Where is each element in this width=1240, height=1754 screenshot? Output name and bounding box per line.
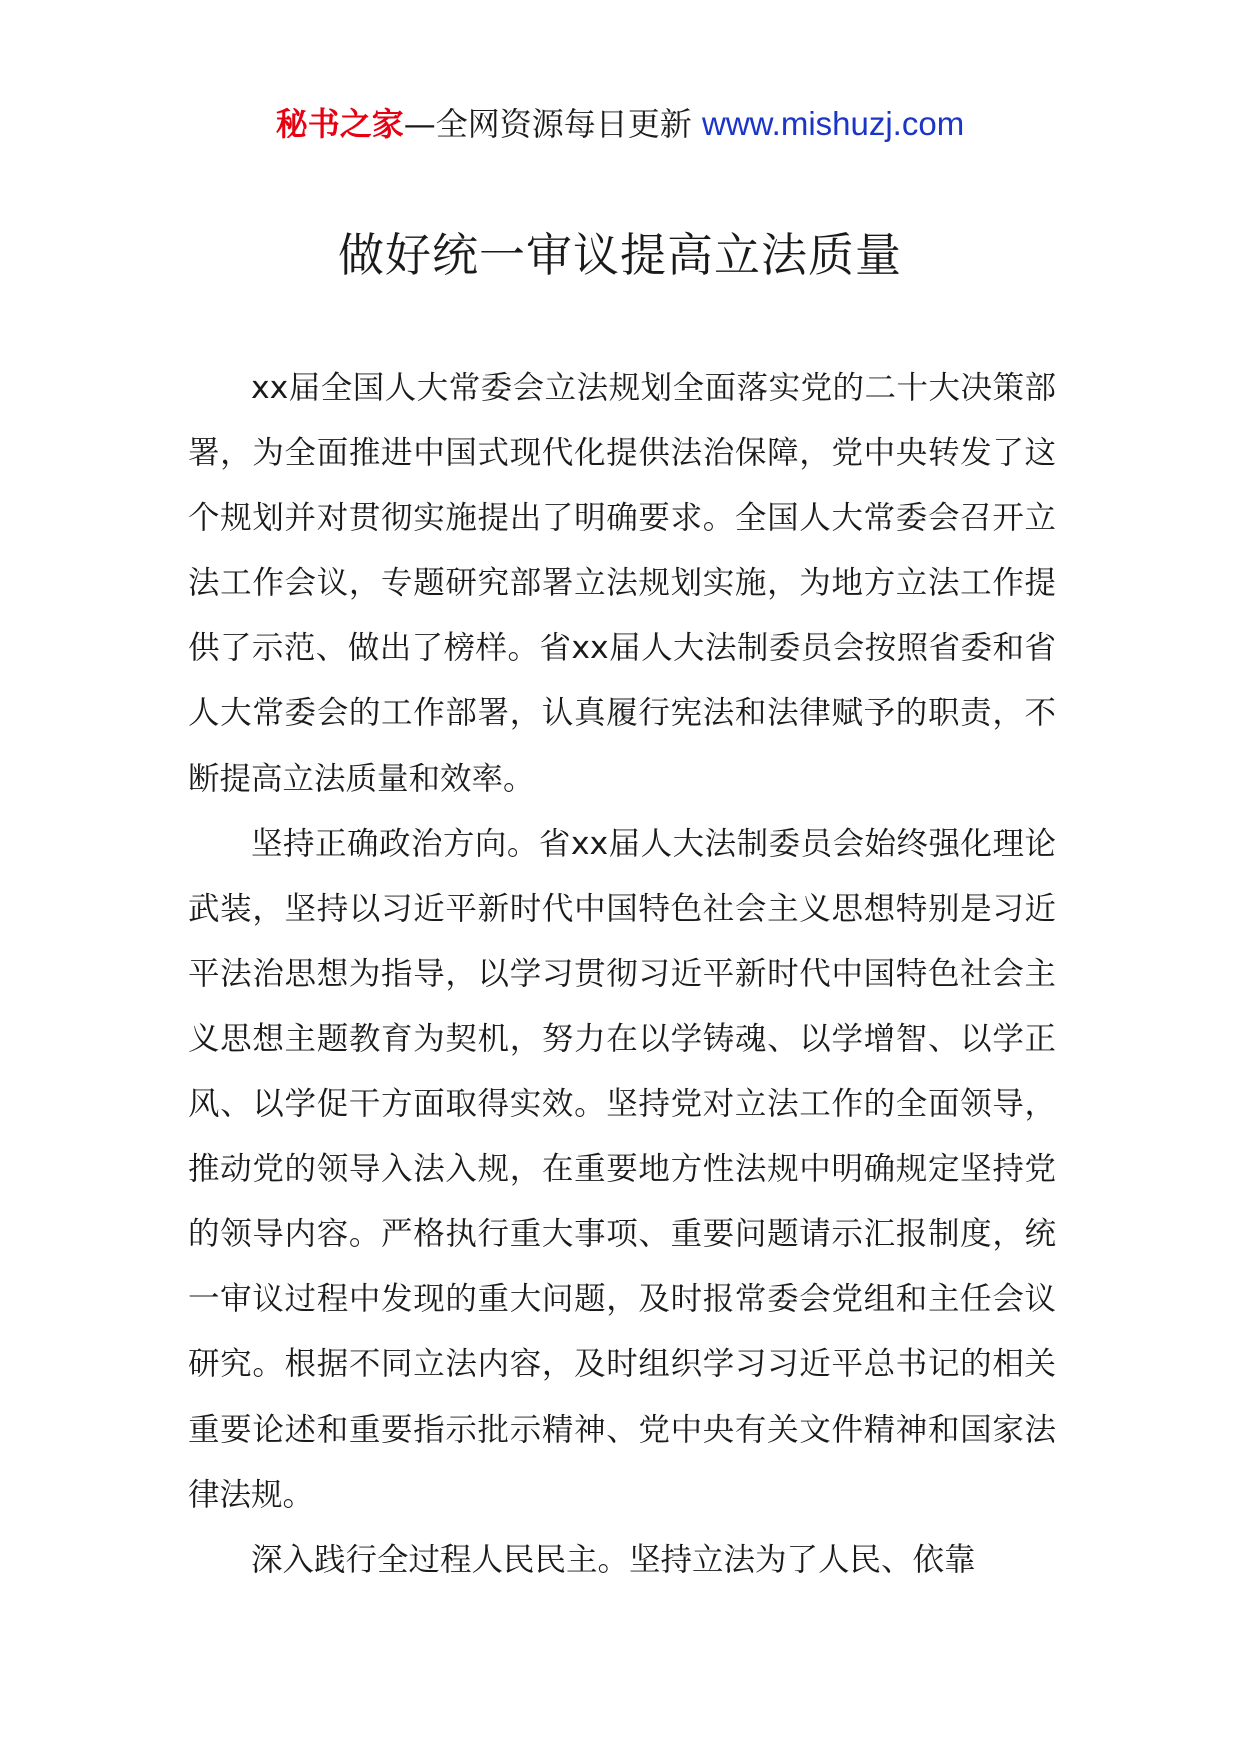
- website-link[interactable]: www.mishuzj.com: [701, 105, 965, 142]
- document-body: [188, 356, 1056, 1593]
- page-header: [0, 100, 1240, 148]
- paragraph-intro: xx届全国人大常委会立法规划全面落实党的二十大决策部署，为全面推进中国式现代化提供法治保障，党中央转发了这个规划并对贯彻实施提出了明确要求。全国人大常委会召开立法工作会议，专题研究部署立法规划实施，为地方立法工作提供了示范、做出了榜样。省xx届人大法制委员会按照省委和省人大常委会的工作部署，认真履行宪法和法律赋予的职责，不断提高立法质量和效率。: [188, 370, 1056, 797]
- header-slogan: 全网资源每日更新: [435, 105, 692, 143]
- brand-name: 秘书之家: [275, 105, 404, 143]
- paragraph-political-direction: 坚持正确政治方向。省xx届人大法制委员会始终强化理论武装，坚持以习近平新时代中国特色社会主义思想特别是习近平法治思想为指导，以学习贯彻习近平新时代中国特色社会主义思想主题教育为契机，努力在以学铸魂、以学增智、以学正风、以学促干方面取得实效。坚持党对立法工作的全面领导，推动党的领导入法入规，在重要地方性法规中明确规定坚持党的领导内容。严格执行重大事项、重要问题请示汇报制度，统一审议过程中发现的重大问题，及时报常委会党组和主任会议研究。根据不同立法内容，及时组织学习习近平总书记的相关重要论述和重要指示批示精神、党中央有关文件精神和国家法律法规。: [188, 825, 1056, 1513]
- header-dash: —: [403, 105, 436, 143]
- document-title: 做好统一审议提高立法质量: [338, 228, 902, 282]
- paragraph-peoples-democracy: 深入践行全过程人民民主。坚持立法为了人民、依靠: [251, 1541, 976, 1578]
